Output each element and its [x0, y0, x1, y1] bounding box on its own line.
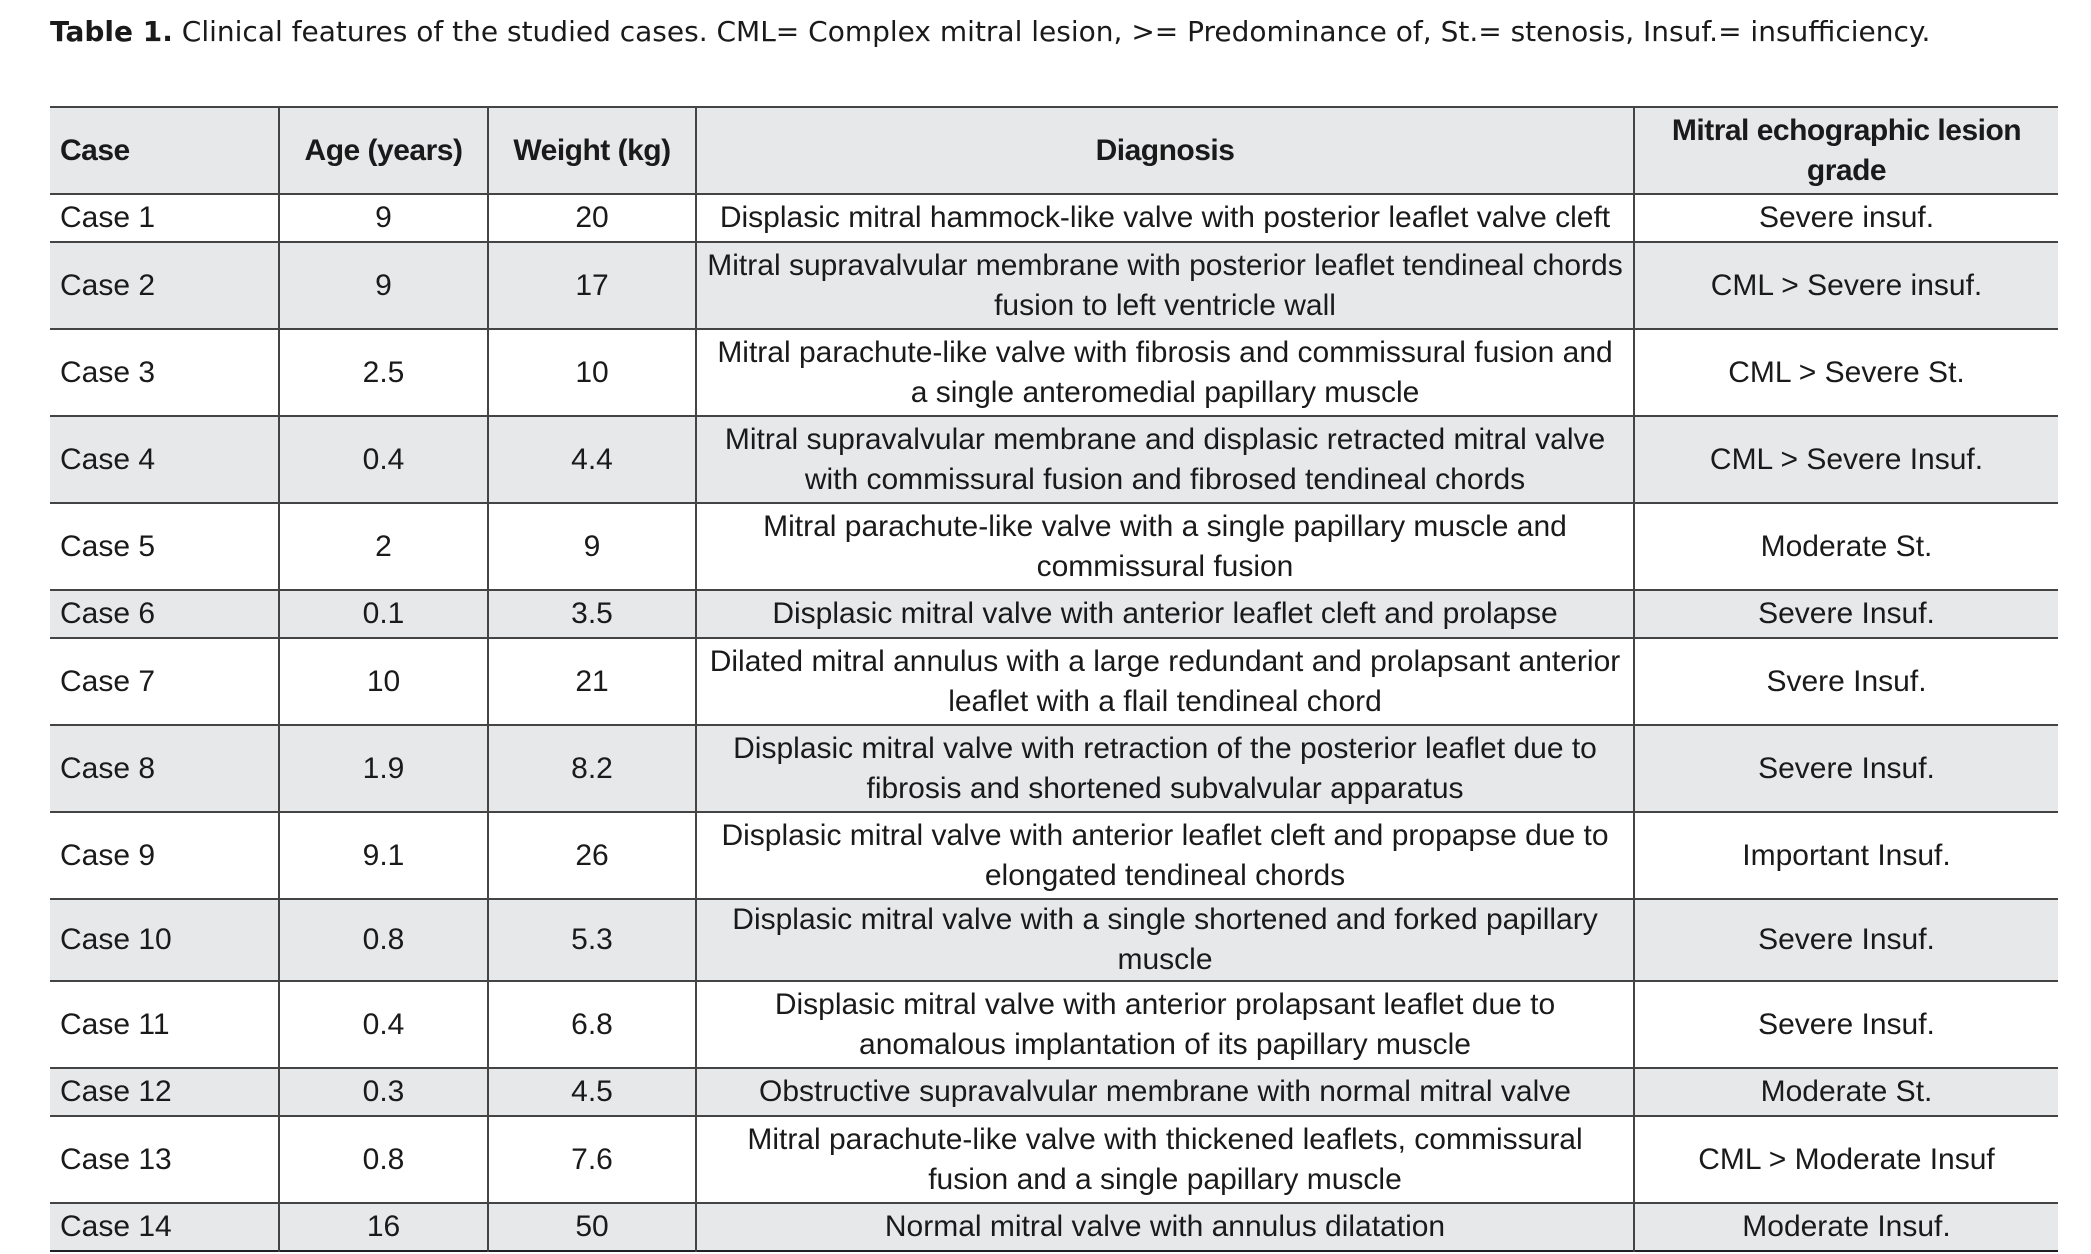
cell-lesion-grade: CML > Severe insuf.	[1634, 242, 2058, 329]
cell-age: 9	[279, 194, 488, 242]
cell-weight: 10	[488, 329, 696, 416]
cell-case: Case 2	[50, 242, 279, 329]
cell-weight: 7.6	[488, 1116, 696, 1203]
cell-lesion-grade: Moderate St.	[1634, 1068, 2058, 1116]
cell-lesion-grade: Severe insuf.	[1634, 194, 2058, 242]
cell-diagnosis: Displasic mitral valve with anterior prolapsant leaflet due to anomalous implantation of its papillary muscle	[696, 981, 1634, 1068]
cell-weight: 8.2	[488, 725, 696, 812]
table-row	[50, 416, 2058, 503]
cell-lesion-grade: Important Insuf.	[1634, 812, 2058, 899]
cell-age: 9.1	[279, 812, 488, 899]
cell-case: Case 13	[50, 1116, 279, 1203]
cell-diagnosis: Mitral parachute-like valve with thickened leaflets, commissural fusion and a single papillary muscle	[696, 1116, 1634, 1203]
cell-case: Case 11	[50, 981, 279, 1068]
cell-age: 0.8	[279, 1116, 488, 1203]
table-row	[50, 981, 2058, 1068]
cell-weight: 20	[488, 194, 696, 242]
cell-lesion-grade: Severe Insuf.	[1634, 899, 2058, 981]
header-age: Age (years)	[279, 107, 488, 194]
caption-text: Clinical features of the studied cases. CML= Complex mitral lesion, >= Predominance of, St.= stenosis, Insuf.= insufficiency.	[172, 15, 1931, 48]
clinical-features-table	[50, 106, 2058, 1252]
cell-case: Case 1	[50, 194, 279, 242]
cell-diagnosis: Mitral parachute-like valve with fibrosis and commissural fusion and a single anteromedial papillary muscle	[696, 329, 1634, 416]
cell-weight: 50	[488, 1203, 696, 1251]
cell-case: Case 3	[50, 329, 279, 416]
cell-diagnosis: Displasic mitral valve with anterior leaflet cleft and propapse due to elongated tendineal chords	[696, 812, 1634, 899]
cell-age: 10	[279, 638, 488, 725]
cell-lesion-grade: Moderate Insuf.	[1634, 1203, 2058, 1251]
cell-diagnosis: Dilated mitral annulus with a large redundant and prolapsant anterior leaflet with a flail tendineal chord	[696, 638, 1634, 725]
cell-lesion-grade: CML > Severe St.	[1634, 329, 2058, 416]
cell-case: Case 10	[50, 899, 279, 981]
cell-weight: 21	[488, 638, 696, 725]
table-row	[50, 329, 2058, 416]
cell-age: 2.5	[279, 329, 488, 416]
cell-weight: 9	[488, 503, 696, 590]
cell-case: Case 14	[50, 1203, 279, 1251]
cell-age: 16	[279, 1203, 488, 1251]
cell-case: Case 9	[50, 812, 279, 899]
table-caption	[50, 12, 2060, 52]
cell-diagnosis: Normal mitral valve with annulus dilatation	[696, 1203, 1634, 1251]
table-row	[50, 590, 2058, 638]
cell-weight: 4.5	[488, 1068, 696, 1116]
cell-diagnosis: Mitral supravalvular membrane and displasic retracted mitral valve with commissural fusion and fibrosed tendineal chords	[696, 416, 1634, 503]
cell-diagnosis: Mitral parachute-like valve with a single papillary muscle and commissural fusion	[696, 503, 1634, 590]
cell-lesion-grade: Severe Insuf.	[1634, 981, 2058, 1068]
table-row	[50, 194, 2058, 242]
cell-age: 0.8	[279, 899, 488, 981]
table-row	[50, 503, 2058, 590]
cell-weight: 6.8	[488, 981, 696, 1068]
cell-diagnosis: Displasic mitral valve with a single shortened and forked papillary muscle	[696, 899, 1634, 981]
table-row	[50, 1068, 2058, 1116]
header-case: Case	[50, 107, 279, 194]
cell-diagnosis: Displasic mitral valve with anterior leaflet cleft and prolapse	[696, 590, 1634, 638]
cell-weight: 5.3	[488, 899, 696, 981]
cell-age: 1.9	[279, 725, 488, 812]
header-weight: Weight (kg)	[488, 107, 696, 194]
cell-case: Case 8	[50, 725, 279, 812]
table-row	[50, 899, 2058, 981]
cell-lesion-grade: Severe Insuf.	[1634, 590, 2058, 638]
header-diagnosis: Diagnosis	[696, 107, 1634, 194]
cell-weight: 17	[488, 242, 696, 329]
table-row	[50, 1116, 2058, 1203]
cell-weight: 26	[488, 812, 696, 899]
cell-age: 0.3	[279, 1068, 488, 1116]
table-row	[50, 638, 2058, 725]
table-row	[50, 242, 2058, 329]
cell-lesion-grade: Moderate St.	[1634, 503, 2058, 590]
cell-case: Case 4	[50, 416, 279, 503]
table-row	[50, 1203, 2058, 1251]
cell-age: 9	[279, 242, 488, 329]
cell-weight: 3.5	[488, 590, 696, 638]
cell-diagnosis: Mitral supravalvular membrane with posterior leaflet tendineal chords fusion to left ventricle wall	[696, 242, 1634, 329]
table-header-row	[50, 107, 2058, 194]
cell-age: 0.4	[279, 981, 488, 1068]
cell-lesion-grade: Severe Insuf.	[1634, 725, 2058, 812]
table-row	[50, 812, 2058, 899]
cell-diagnosis: Obstructive supravalvular membrane with normal mitral valve	[696, 1068, 1634, 1116]
caption-label: Table 1.	[50, 15, 173, 48]
cell-age: 0.1	[279, 590, 488, 638]
cell-diagnosis: Displasic mitral valve with retraction of the posterior leaflet due to fibrosis and shortened subvalvular apparatus	[696, 725, 1634, 812]
cell-age: 0.4	[279, 416, 488, 503]
cell-lesion-grade: CML > Severe Insuf.	[1634, 416, 2058, 503]
cell-age: 2	[279, 503, 488, 590]
cell-case: Case 6	[50, 590, 279, 638]
cell-case: Case 7	[50, 638, 279, 725]
cell-weight: 4.4	[488, 416, 696, 503]
header-lesion-grade: Mitral echographic lesion grade	[1634, 107, 2058, 194]
cell-case: Case 12	[50, 1068, 279, 1116]
cell-case: Case 5	[50, 503, 279, 590]
cell-diagnosis: Displasic mitral hammock-like valve with posterior leaflet valve cleft	[696, 194, 1634, 242]
table-row	[50, 725, 2058, 812]
cell-lesion-grade: CML > Moderate Insuf	[1634, 1116, 2058, 1203]
cell-lesion-grade: Svere Insuf.	[1634, 638, 2058, 725]
